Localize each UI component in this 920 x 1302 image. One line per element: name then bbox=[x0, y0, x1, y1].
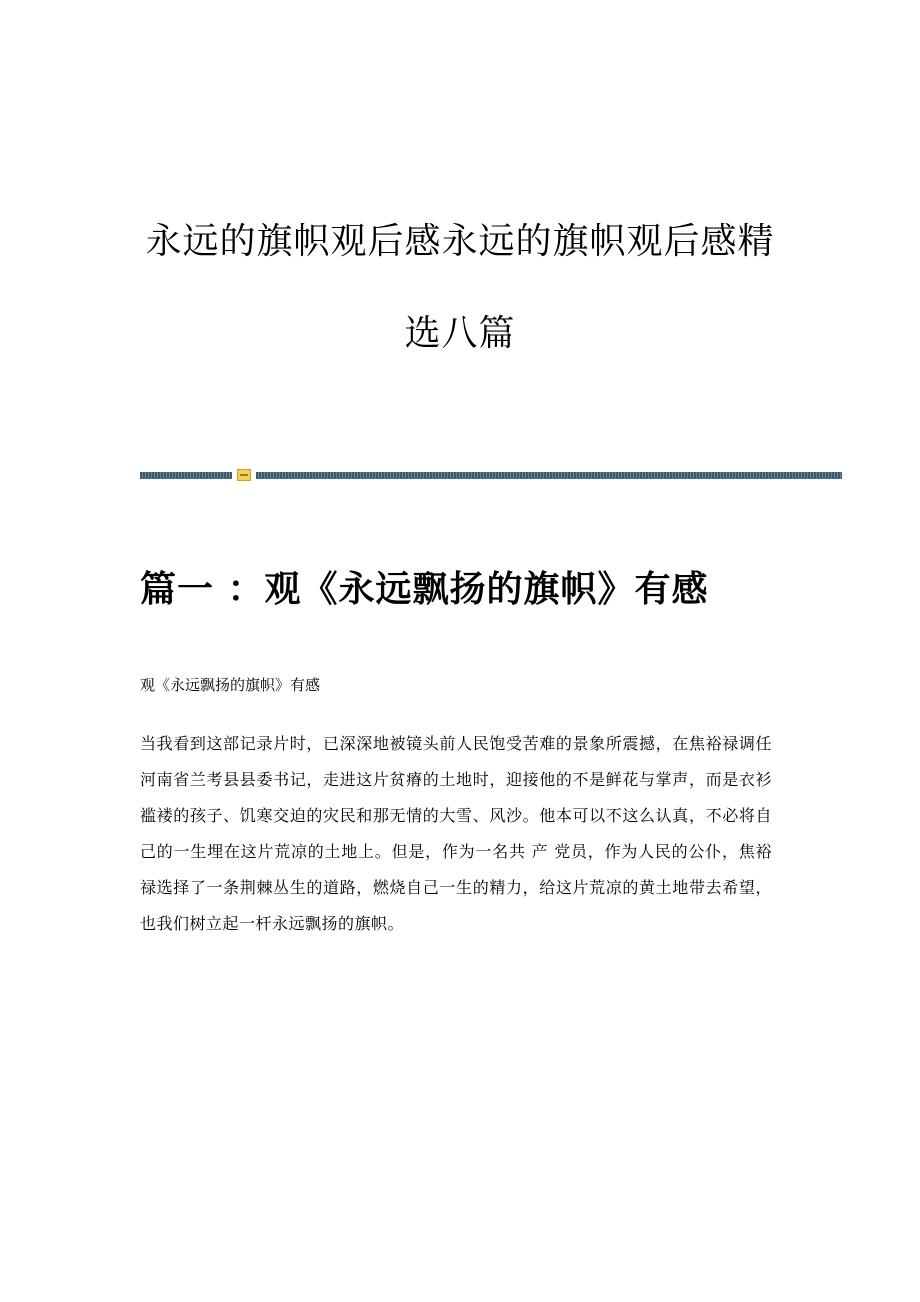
section-heading: 篇一 ：观《永远飘扬的旗帜》有感 bbox=[140, 568, 709, 610]
section-subtitle: 观《永远飘扬的旗帜》有感 bbox=[140, 676, 321, 694]
body-paragraph: 当我看到这部记录片时，已深深地被镜头前人民饱受苦难的景象所震撼，在焦裕禄调任河南省兰考县县委书记，走进这片贫瘠的土地时，迎接他的不是鲜花与掌声，而是衣衫褴褛的孩子、饥寒交迫的灾民和那无情的大雪、风沙。他本可以不这么认真，不必将自己的一生埋在这片荒凉的土地上。但是，作为一名共 产 党员，作为人民的公仆，焦裕禄选择了一条荆棘丛生的道路，燃烧自己一生的精力，给这片荒凉的黄土地带去希望，也我们树立起一杆永远飘扬的旗帜。 bbox=[140, 734, 772, 933]
document-title-line2: 选八篇 bbox=[404, 313, 516, 354]
divider-bar-right bbox=[256, 472, 842, 479]
divider-bar-left bbox=[140, 472, 232, 479]
document-title-line1: 永远的旗帜观后感永远的旗帜观后感精 bbox=[145, 221, 775, 262]
ornament-icon bbox=[237, 469, 251, 481]
section-divider bbox=[140, 468, 842, 482]
